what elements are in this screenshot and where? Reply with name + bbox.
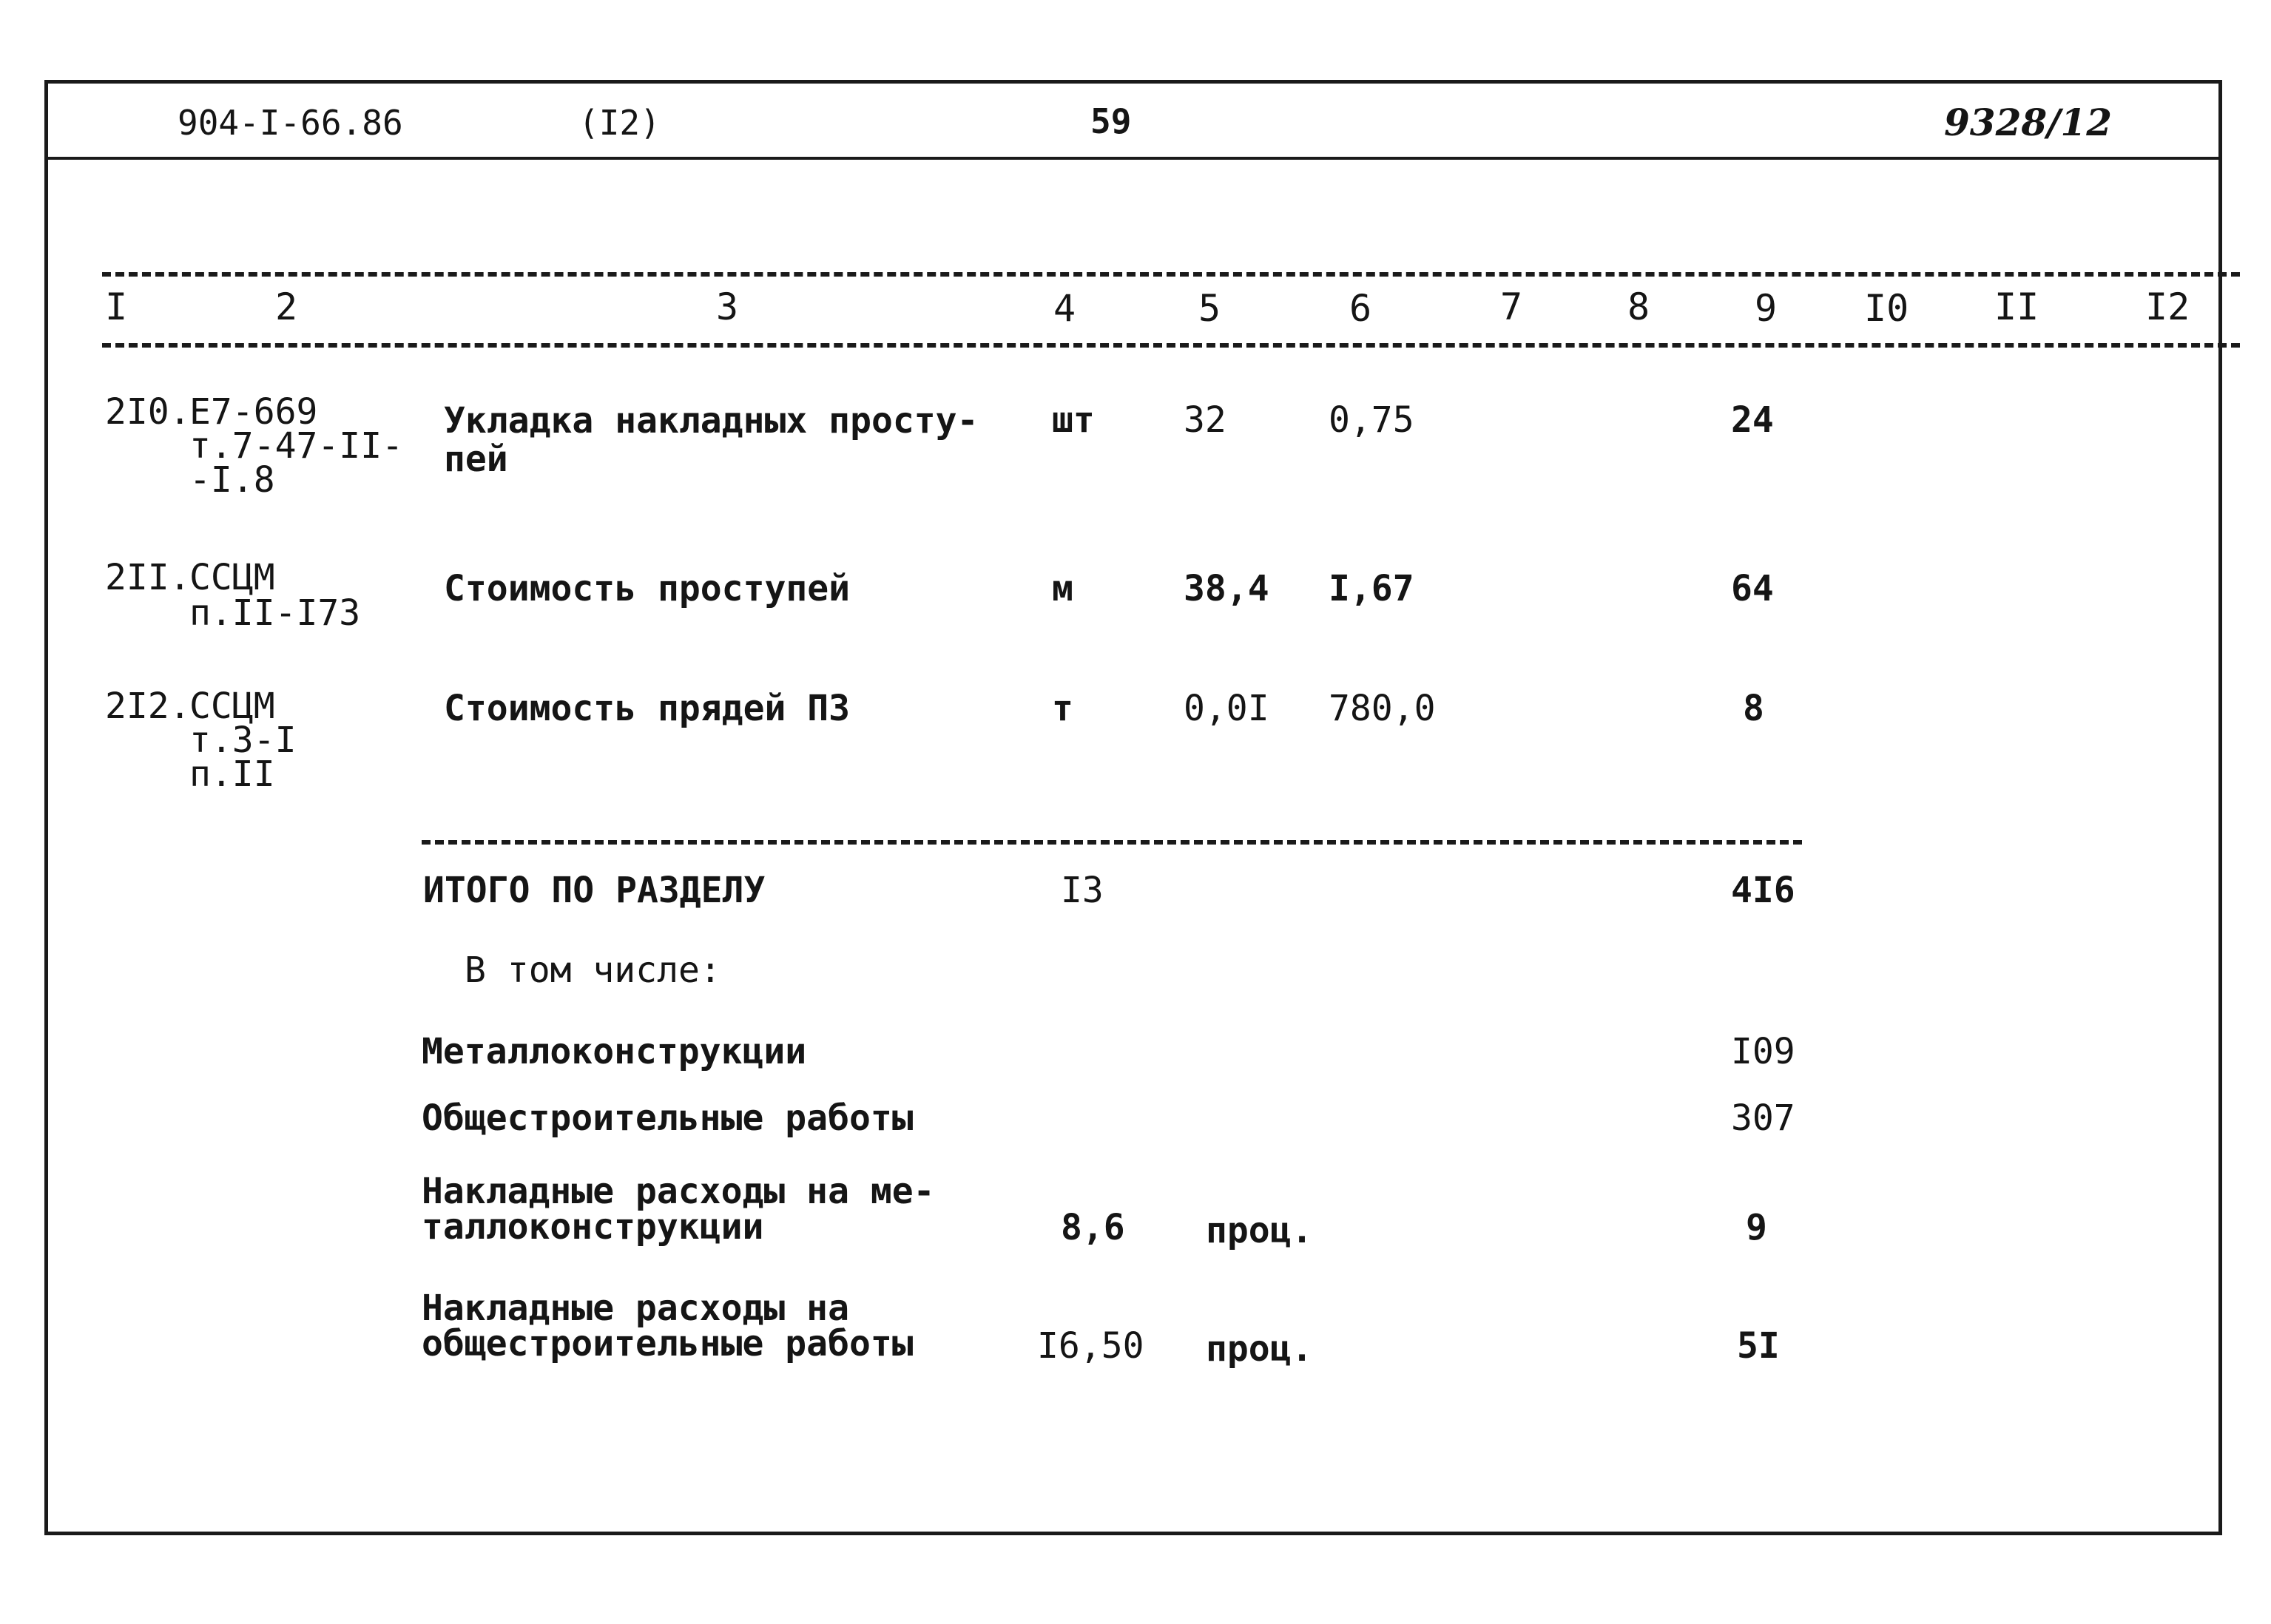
- row-number: 2II.: [105, 557, 191, 598]
- including-label: В том числе:: [465, 950, 721, 991]
- row-unit: т: [1052, 688, 1073, 729]
- metal-structures-label: Металлоконструкции: [422, 1031, 807, 1072]
- row-description-line: Укладка накладных просту-: [444, 400, 979, 441]
- column-number-7: 7: [1500, 285, 1523, 328]
- column-number-9: 9: [1755, 287, 1778, 330]
- header-divider: [44, 157, 2222, 160]
- section-total-label: ИТОГО ПО РАЗДЕЛУ: [423, 870, 766, 911]
- row-unit: м: [1052, 568, 1073, 609]
- column-header-top-rule: [102, 272, 2240, 277]
- row-unit-price: 780,0: [1329, 688, 1436, 729]
- row-code-line: п.II-I73: [189, 592, 361, 634]
- row-unit-price: I,67: [1329, 568, 1414, 609]
- row-code-line: п.II: [189, 754, 275, 795]
- overhead-metal-unit: проц.: [1206, 1210, 1313, 1251]
- general-works-value: 307: [1731, 1097, 1795, 1139]
- overhead-general-value: 5I: [1737, 1325, 1780, 1367]
- row-quantity: 32: [1184, 399, 1226, 441]
- row-quantity: 38,4: [1184, 568, 1269, 609]
- column-header-bottom-rule: [102, 343, 2240, 348]
- column-number-8: 8: [1627, 285, 1650, 328]
- row-total: 64: [1731, 568, 1774, 609]
- column-number-11: II: [1994, 285, 2039, 328]
- row-number: 2I0.: [105, 391, 191, 433]
- row-unit: шт: [1052, 399, 1095, 441]
- page-number: 59: [1090, 101, 1132, 141]
- overhead-general-rate: I6,50: [1037, 1325, 1144, 1367]
- column-number-3: 3: [716, 285, 739, 328]
- row-description-line: Стоимость проступей: [444, 568, 851, 609]
- column-number-1: I: [105, 285, 128, 328]
- section-total-value: 4I6: [1731, 870, 1795, 911]
- row-unit-price: 0,75: [1329, 399, 1414, 441]
- row-total: 24: [1731, 399, 1774, 441]
- column-number-12: I2: [2145, 285, 2190, 328]
- section-total-col4: I3: [1061, 870, 1104, 911]
- row-code-line: -I.8: [189, 459, 275, 501]
- row-description-line: пей: [444, 439, 508, 480]
- overhead-metal-label-line: таллоконструкции: [422, 1206, 764, 1248]
- row-code-line: Е7-669: [189, 391, 318, 433]
- row-code-line: ССЦМ: [189, 557, 275, 598]
- row-code-line: т.3-I: [189, 720, 297, 761]
- overhead-metal-label-line: Накладные расходы на ме-: [422, 1171, 935, 1212]
- row-number: 2I2.: [105, 686, 191, 727]
- row-total: 8: [1743, 688, 1764, 729]
- overhead-general-label-line: общестроительные работы: [422, 1323, 914, 1364]
- row-quantity: 0,0I: [1184, 688, 1269, 729]
- overhead-general-label-line: Накладные расходы на: [422, 1288, 849, 1329]
- metal-structures-value: I09: [1731, 1031, 1795, 1072]
- column-number-4: 4: [1053, 287, 1076, 330]
- overhead-metal-rate: 8,6: [1061, 1207, 1125, 1248]
- sheet-code: (I2): [578, 103, 661, 143]
- row-code-line: ССЦМ: [189, 686, 275, 727]
- summary-divider: [422, 840, 1802, 845]
- column-number-2: 2: [275, 285, 298, 328]
- column-number-5: 5: [1198, 287, 1221, 330]
- overhead-general-unit: проц.: [1206, 1328, 1313, 1370]
- inventory-number: 9328/12: [1944, 101, 2113, 144]
- row-description-line: Стоимость прядей ПЗ: [444, 688, 851, 729]
- row-code-line: т.7-47-II-: [189, 425, 403, 467]
- overhead-metal-value: 9: [1746, 1207, 1767, 1248]
- column-number-6: 6: [1349, 287, 1372, 330]
- general-works-label: Общестроительные работы: [422, 1097, 914, 1139]
- doc-code: 904-I-66.86: [178, 103, 403, 143]
- column-number-10: I0: [1864, 287, 1909, 330]
